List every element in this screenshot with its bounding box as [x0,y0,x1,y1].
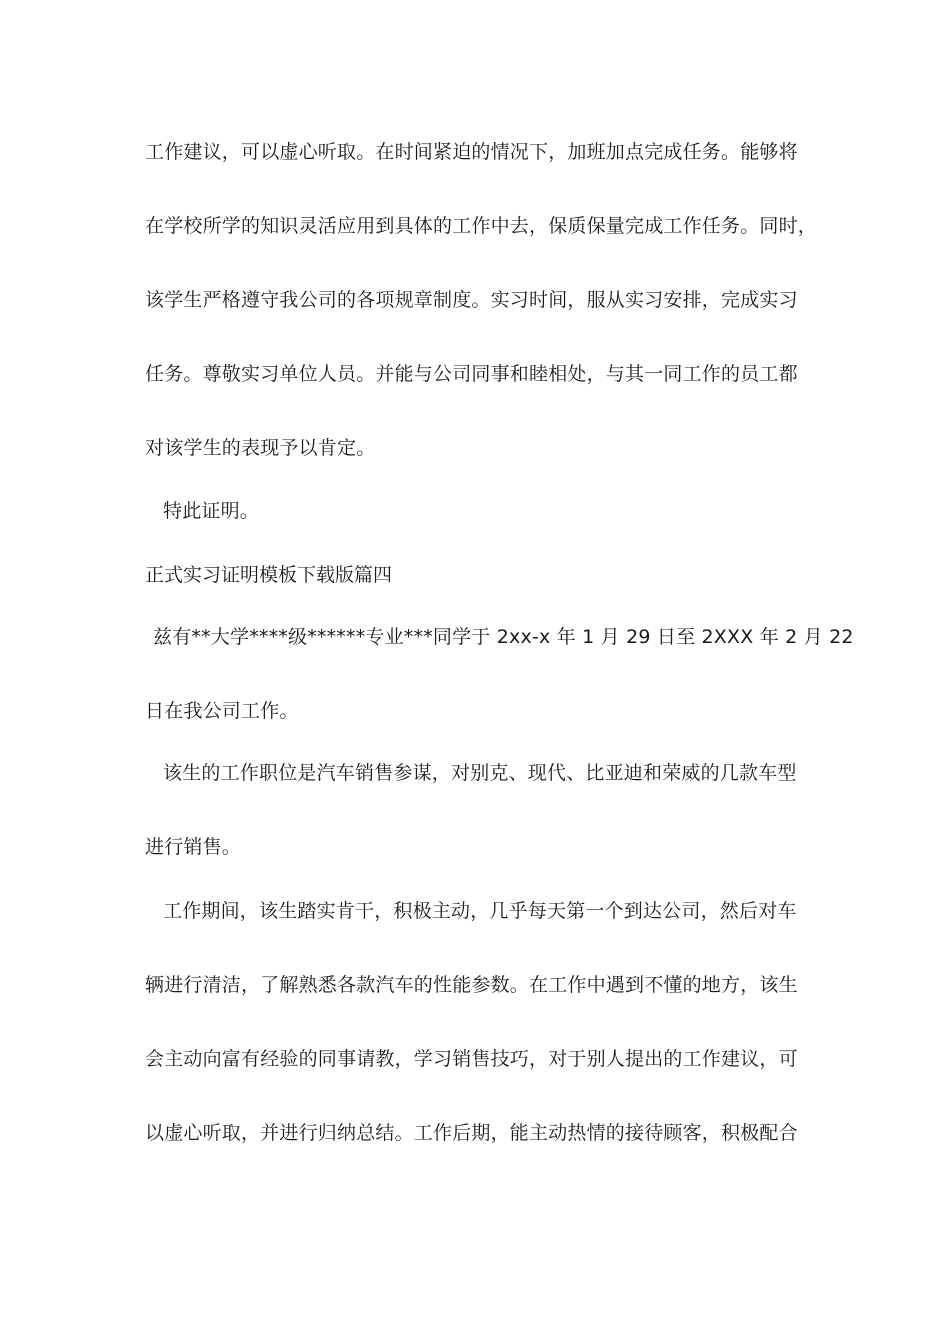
closing-text: 特此证明。 [163,500,260,522]
paragraph-line: 在学校所学的知识灵活应用到具体的工作中去，保质保量完成工作任务。同时， [145,215,818,237]
paragraph-line: 兹有**大学****级******专业***同学于 2xx-x 年 1 月 29 日至 2XXX 年 2 月 22 [153,626,854,648]
paragraph-line: 进行销售。 [145,836,242,858]
paragraph-line: 以虚心听取，并进行归纳总结。工作后期，能主动热情的接待顾客，积极配合 [145,1122,798,1144]
paragraph-line: 辆进行清洁，了解熟悉各款汽车的性能参数。在工作中遇到不懂的地方，该生 [145,974,798,996]
paragraph-line: 任务。尊敬实习单位人员。并能与公司同事和睦相处，与其一同工作的员工都 [145,363,798,385]
paragraph-line: 日在我公司工作。 [145,700,299,722]
paragraph-line: 工作建议，可以虚心听取。在时间紧迫的情况下，加班加点完成任务。能够将 [145,141,798,163]
paragraph-line: 该学生严格遵守我公司的各项规章制度。实习时间，服从实习安排，完成实习 [145,289,798,311]
paragraph-line: 该生的工作职位是汽车销售参谋，对别克、现代、比亚迪和荣威的几款车型 [163,762,797,784]
paragraph-line: 会主动向富有经验的同事请教，学习销售技巧，对于别人提出的工作建议，可 [145,1048,798,1070]
section-heading: 正式实习证明模板下载版篇四 [145,564,393,586]
paragraph-line: 对该学生的表现予以肯定。 [145,437,376,459]
paragraph-line: 工作期间，该生踏实肯干，积极主动，几乎每天第一个到达公司，然后对车 [163,900,797,922]
